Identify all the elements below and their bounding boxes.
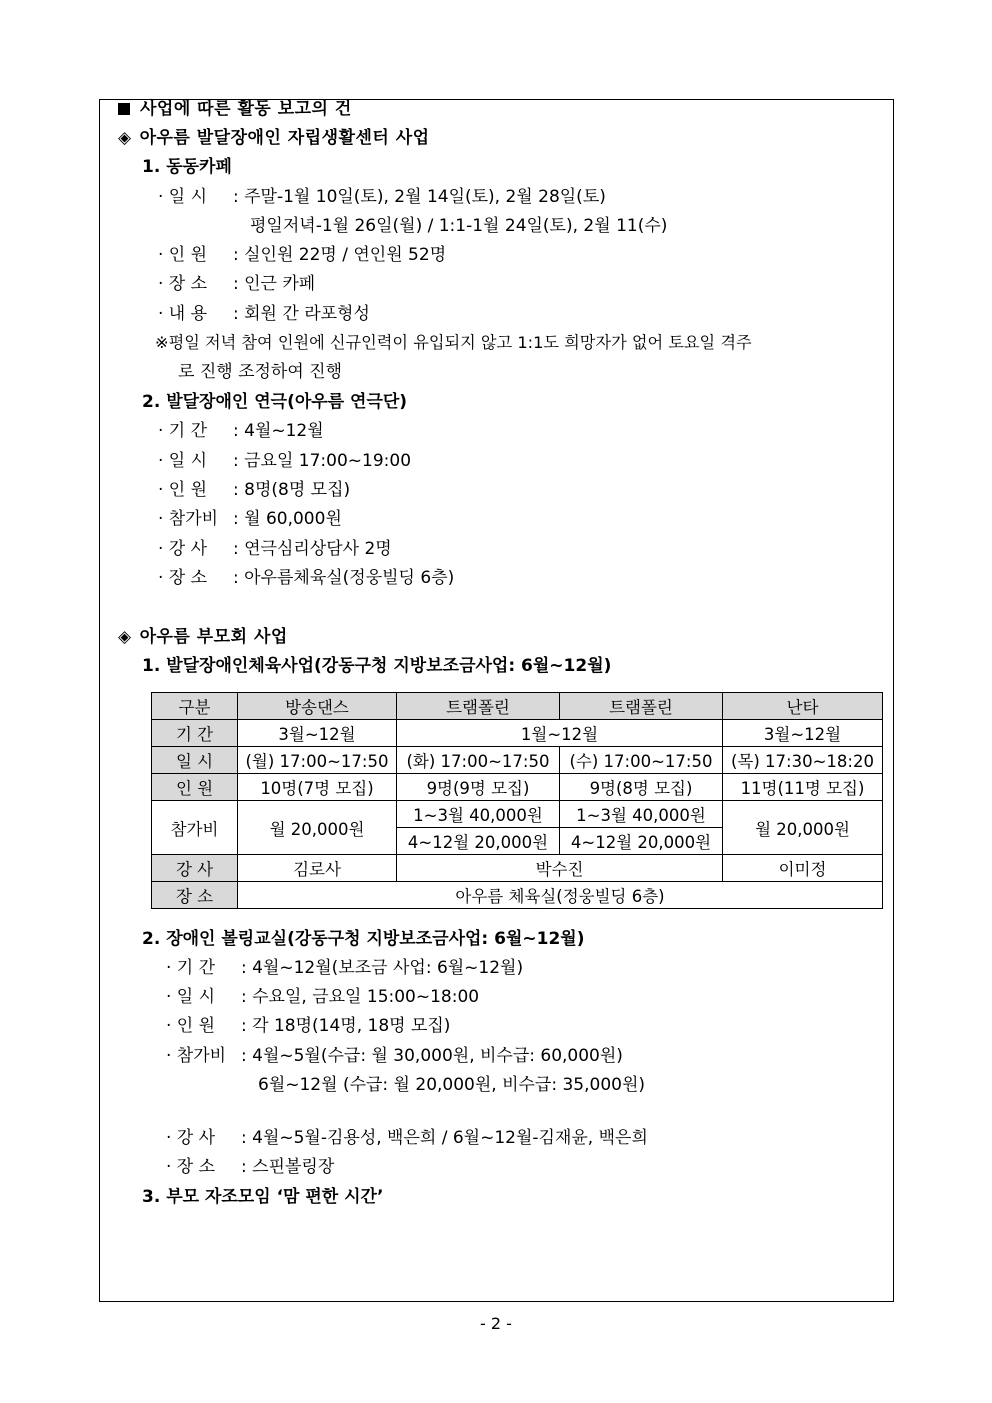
info-label: · 일 시 <box>158 451 208 471</box>
item1-title: 1. 동동카페 <box>142 157 232 177</box>
table-cell: 김로사 <box>238 855 397 882</box>
info-value: : 수요일, 금요일 15:00~18:00 <box>241 987 480 1007</box>
table-cell: 1~3월 40,000원 <box>397 801 560 828</box>
table-cell: 1월~12월 <box>397 720 723 747</box>
item2-title: 2. 발달장애인 연극(아우름 연극단) <box>142 392 408 412</box>
table-cell: 아우름 체육실(정웅빌딩 6층) <box>238 882 883 909</box>
table-header-cell: 트램폴린 <box>560 693 723 720</box>
table-cell: (월) 17:00~17:50 <box>238 747 397 774</box>
table-cell: 9명(9명 모집) <box>397 774 560 801</box>
table-cell: 11명(11명 모집) <box>723 774 883 801</box>
square-bullet-icon <box>118 103 130 115</box>
table-row <box>152 882 883 909</box>
row-label: 참가비 <box>152 801 238 855</box>
info-value: : 금요일 17:00~19:00 <box>233 451 412 471</box>
table-row <box>152 855 883 882</box>
info-label: · 일 시 <box>158 187 208 207</box>
program-table <box>151 692 883 909</box>
page-number: - 2 - <box>480 1314 512 1333</box>
table-cell: 4~12월 20,000원 <box>397 828 560 855</box>
table-cell: 이미정 <box>723 855 883 882</box>
info-label: · 인 원 <box>158 480 208 500</box>
table-cell: (목) 17:30~18:20 <box>723 747 883 774</box>
info-label: · 인 원 <box>158 245 208 265</box>
info-value: : 아우름체육실(정웅빌딩 6층) <box>233 568 455 588</box>
info-label: · 참가비 <box>158 509 219 529</box>
info-label: · 일 시 <box>166 987 216 1007</box>
diamond-bullet-icon: ◈ <box>118 627 132 647</box>
info-label: · 장 소 <box>158 568 208 588</box>
info-label: · 참가비 <box>166 1046 227 1066</box>
info-label: · 내 용 <box>158 304 208 324</box>
info-label: · 장 소 <box>166 1157 216 1177</box>
info-value: : 인근 카페 <box>233 274 316 294</box>
info-value: : 4월~5월(수급: 월 30,000원, 비수급: 60,000원) <box>241 1046 623 1066</box>
table-cell: 10명(7명 모집) <box>238 774 397 801</box>
table-header-cell: 난타 <box>723 693 883 720</box>
table-cell: (수) 17:00~17:50 <box>560 747 723 774</box>
info-value: : 8명(8명 모집) <box>233 480 351 500</box>
table-header-row <box>152 693 883 720</box>
info-value: : 실인원 22명 / 연인원 52명 <box>233 245 447 265</box>
diamond-bullet-icon: ◈ <box>118 128 132 148</box>
row-label: 장 소 <box>152 882 238 909</box>
table-row <box>152 801 883 828</box>
table-header-cell: 방송댄스 <box>238 693 397 720</box>
row-label: 일 시 <box>152 747 238 774</box>
table-cell: (화) 17:00~17:50 <box>397 747 560 774</box>
info-value: : 4월~5월-김용성, 백은희 / 6월~12월-김재윤, 백은희 <box>241 1128 648 1148</box>
info-label: · 강 사 <box>166 1128 216 1148</box>
note-text: ※평일 저녁 참여 인원에 신규인력이 유입되지 않고 1:1도 희망자가 없어 토요일 격주 <box>155 333 752 352</box>
table-cell: 월 20,000원 <box>238 801 397 855</box>
info-label: · 장 소 <box>158 274 208 294</box>
note-text: 로 진행 조정하여 진행 <box>178 362 343 382</box>
table-row <box>152 774 883 801</box>
info-value: : 각 18명(14명, 18명 모집) <box>241 1016 451 1036</box>
item3-title: 3. 부모 자조모임 ‘맘 편한 시간’ <box>142 1187 384 1207</box>
row-label: 기 간 <box>152 720 238 747</box>
info-value: : 주말-1월 10일(토), 2월 14일(토), 2월 28일(토) <box>233 187 606 207</box>
info-value: 6월~12월 (수급: 월 20,000원, 비수급: 35,000원) <box>258 1075 646 1095</box>
item2-title: 2. 장애인 볼링교실(강동구청 지방보조금사업: 6월~12월) <box>142 929 585 949</box>
report-header: 사업에 따른 활동 보고의 건 <box>118 98 352 120</box>
table-row <box>152 747 883 774</box>
row-label: 인 원 <box>152 774 238 801</box>
info-label: · 기 간 <box>166 958 216 978</box>
table-cell: 3월~12월 <box>238 720 397 747</box>
row-label: 강 사 <box>152 855 238 882</box>
table-header-cell: 구분 <box>152 693 238 720</box>
info-label: · 인 원 <box>166 1016 216 1036</box>
table-cell: 4~12월 20,000원 <box>560 828 723 855</box>
info-value: 평일저녁-1월 26일(월) / 1:1-1월 24일(토), 2월 11(수) <box>250 216 668 236</box>
table-cell: 월 20,000원 <box>723 801 883 855</box>
table-header-cell: 트램폴린 <box>397 693 560 720</box>
table-cell: 1~3월 40,000원 <box>560 801 723 828</box>
table-cell: 3월~12월 <box>723 720 883 747</box>
table-row <box>152 720 883 747</box>
item1-title: 1. 발달장애인체육사업(강동구청 지방보조금사업: 6월~12월) <box>142 656 612 676</box>
table-cell: 9명(8명 모집) <box>560 774 723 801</box>
info-value: : 스핀볼링장 <box>241 1157 335 1177</box>
info-value: : 월 60,000원 <box>233 509 342 529</box>
section2-title: ◈ 아우름 부모회 사업 <box>118 627 288 647</box>
info-label: · 강 사 <box>158 539 208 559</box>
info-value: : 4월~12월(보조금 사업: 6월~12월) <box>241 958 524 978</box>
section1-title: ◈ 아우름 발달장애인 자립생활센터 사업 <box>118 128 430 148</box>
info-value: : 연극심리상담사 2명 <box>233 539 392 559</box>
info-value: : 회원 간 라포형성 <box>233 304 370 324</box>
info-value: : 4월~12월 <box>233 421 324 441</box>
table-cell: 박수진 <box>397 855 723 882</box>
info-label: · 기 간 <box>158 421 208 441</box>
